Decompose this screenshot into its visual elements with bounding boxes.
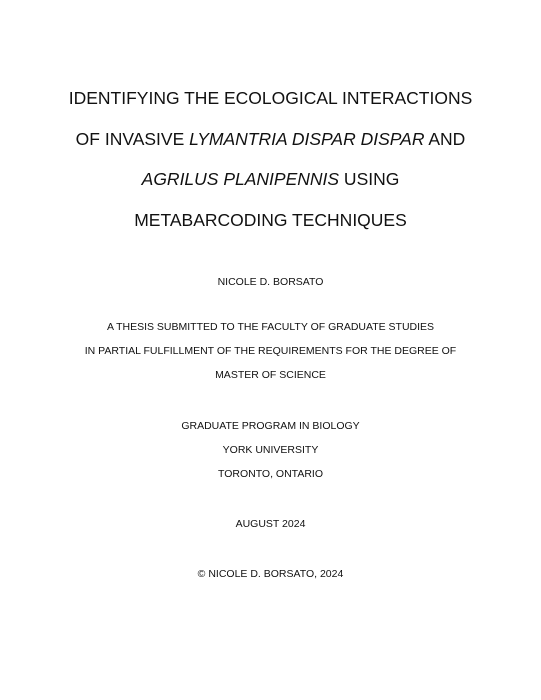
title-species-lymantria: LYMANTRIA DISPAR DISPAR [189,128,425,149]
title-line-2 [0,119,541,160]
copyright-block [0,562,541,586]
title-line-4-text: METABARCODING TECHNIQUES [134,209,407,230]
university-location: TORONTO, ONTARIO [217,468,323,480]
thesis-title [0,78,541,240]
title-line-2-prefix: OF INVASIVE [75,128,190,149]
program-block [0,414,541,486]
date-block [0,512,541,536]
title-line-4 [0,200,541,241]
thesis-statement [0,315,541,387]
university-name: YORK UNIVERSITY [222,444,319,456]
thesis-statement-line: A THESIS SUBMITTED TO THE FACULTY OF GRADUATE STUDIES [106,321,435,333]
copyright-notice: © NICOLE D. BORSATO, 2024 [197,568,344,580]
program-name: GRADUATE PROGRAM IN BIOLOGY [181,420,360,432]
title-line-3 [0,159,541,200]
title-line-2-suffix: AND [424,128,466,149]
submission-date: AUGUST 2024 [235,518,306,530]
degree-name: MASTER OF SCIENCE [215,369,326,381]
title-line-1-text: IDENTIFYING THE ECOLOGICAL INTERACTIONS [68,88,473,108]
title-species-agrilus: AGRILUS PLANIPENNIS [141,169,340,189]
author-block [0,270,541,294]
title-line-1 [0,78,541,119]
title-line-3-suffix: USING [339,169,400,189]
author-name: NICOLE D. BORSATO [217,276,324,288]
thesis-statement-line: IN PARTIAL FULFILLMENT OF THE REQUIREMENTS FOR THE DEGREE OF [84,345,457,357]
